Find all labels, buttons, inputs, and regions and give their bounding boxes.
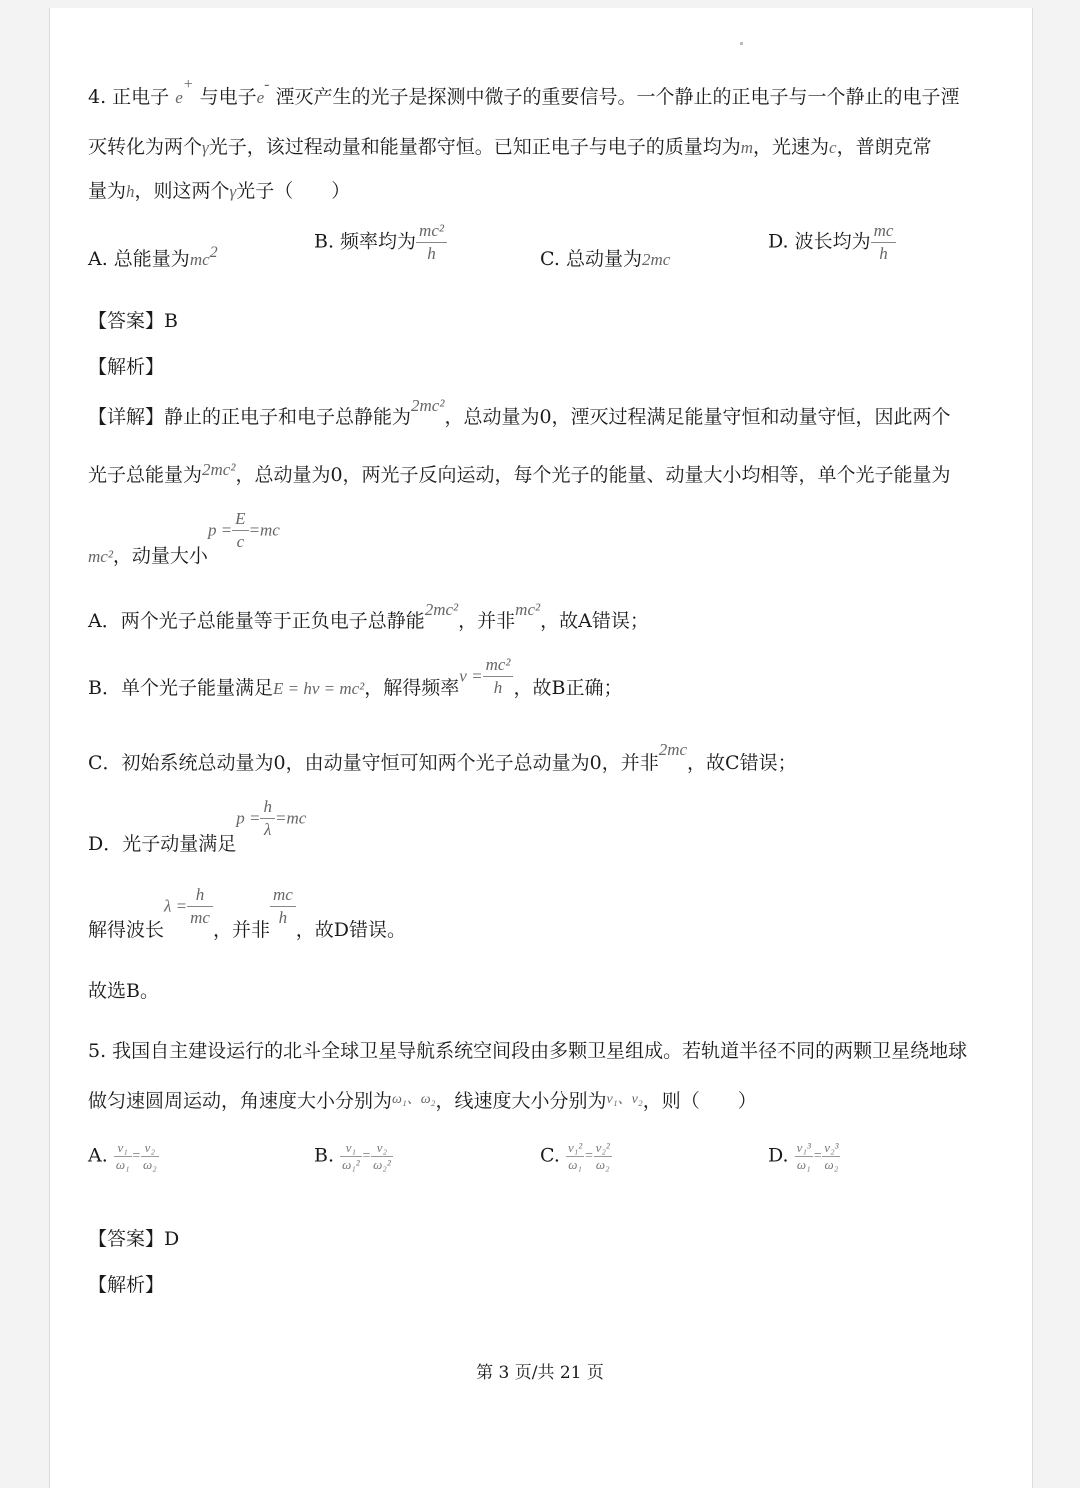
fraction: $\frac{h}{\lambda}$ <box>260 796 275 841</box>
q4-stem-line3: 量为h，则这两个γ光子（ ） <box>88 180 351 202</box>
fraction: $\frac{mc}{h}$ <box>871 220 897 265</box>
positron-symbol: e+ <box>175 76 194 107</box>
q4-answer: 【答案】B <box>88 310 178 332</box>
q4-option-b: B. 频率均为 $\frac{\text{mc²}}{h}$ <box>314 220 447 265</box>
q5-option-c: C. $\frac{\text{v₁²}}{\text{ω₁}}$ = $\frac{\text{v₂²}}{\text{ω₂}}$ <box>540 1140 610 1172</box>
q4-explain-c: C．初始系统总动量为0，由动量守恒可知两个光子总动量为0，并非2mc，故C错误； <box>88 740 797 774</box>
fraction: $\frac{mc}{h}$ <box>270 884 296 929</box>
q4-detail-line3: mc²，动量大小p = $\frac{E}{c}$ =mc <box>88 509 280 567</box>
q4-stem-line1: 4. 正电子 e+ 与电子e- 湮灭产生的光子是探测中微子的重要信号。一个静止的正电子与一个静止的电子湮 <box>88 76 960 108</box>
q5-option-b: B. $\frac{\text{v₁}}{\text{ω₁²}}$ = $\frac{\text{v₂}}{\text{ω₂²}}$ <box>314 1140 391 1172</box>
page-footer: 第 3 页/共 21 页 <box>476 1363 604 1383</box>
q5-stem-line2: 做匀速圆周运动，角速度大小分别为$^{\omega_1、\omega_2}$，线速度大小分别为$^{v_1、v_2}$，则（ ） <box>88 1090 757 1112</box>
fraction: $\frac{E}{c}$ <box>232 508 248 553</box>
q5-stem-line1: 5. 我国自主建设运行的北斗全球卫星导航系统空间段由多颗卫星组成。若轨道半径不同的两颗卫星绕地球 <box>88 1040 968 1062</box>
q4-analysis-heading: 【解析】 <box>88 356 165 378</box>
q4-option-c: C. 总动量为2mc <box>540 248 671 270</box>
q5-option-a: A. $\frac{\text{v₁}}{\text{ω₁}}$ = $\frac{\text{v₂}}{\text{ω₂}}$ <box>88 1140 157 1172</box>
q4-wavelength-line: 解得波长λ = $\frac{h}{mc}$ ，并非 $\frac{mc}{h}$ ，故D错误。 <box>88 885 407 941</box>
q5-answer: 【答案】D <box>88 1228 180 1250</box>
fraction: $\frac{\text{mc²}}{h}$ <box>416 220 447 265</box>
electron-symbol: e- <box>256 76 270 107</box>
q4-explain-a: A．两个光子总能量等于正负电子总静能2mc²，并非mc²，故A错误； <box>88 600 649 632</box>
fraction: $\frac{\text{mc²}}{h}$ <box>483 654 514 699</box>
fraction: $\frac{h}{mc}$ <box>187 884 213 929</box>
q4-detail-line2: 光子总能量为2mc²，总动量为0，两光子反向运动，每个光子的能量、动量大小均相等，单个光子能量为 <box>88 460 951 486</box>
q4-explain-b: B．单个光子能量满足E = hν = mc²，解得频率ν = $\frac{\text{mc²}}{h}$ ，故B正确； <box>88 655 623 699</box>
q4-conclusion: 故选B。 <box>88 980 159 1002</box>
q4-option-d: D. 波长均为 $\frac{mc}{h}$ <box>768 220 896 265</box>
q4-stem-line2: 灭转化为两个γ光子，该过程动量和能量都守恒。已知正电子与电子的质量均为m，光速为c，普朗克常 <box>88 136 932 158</box>
q4-option-a: A. 总能量为$mc^2$ <box>88 244 218 270</box>
q5-analysis-heading: 【解析】 <box>88 1274 165 1296</box>
scan-speck <box>740 42 743 45</box>
q4-detail-line1: 【详解】静止的正电子和电子总静能为2mc²，总动量为0，湮灭过程满足能量守恒和动量守恒，因此两个 <box>88 396 951 428</box>
q4-explain-d: D．光子动量满足p = $\frac{h}{\lambda}$ =mc <box>88 797 307 855</box>
q5-option-d: D. $\frac{\text{v₁³}}{\text{ω₁}}$ = $\frac{\text{v₂³}}{\text{ω₂}}$ <box>768 1140 839 1172</box>
